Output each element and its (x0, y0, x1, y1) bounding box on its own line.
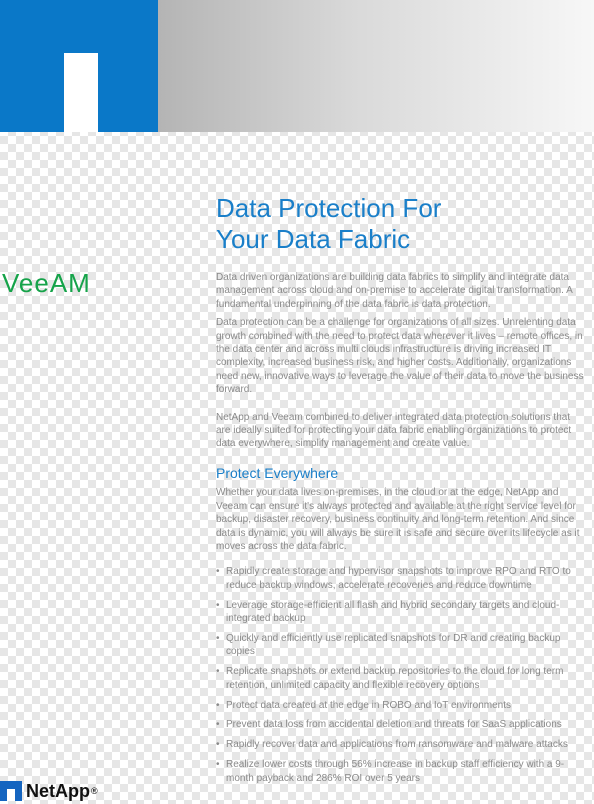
title-line-1: Data Protection For (216, 193, 442, 223)
bullet-icon: • (216, 699, 220, 711)
list-item (216, 738, 586, 751)
list-item (216, 665, 586, 692)
bullet-icon: • (216, 566, 220, 578)
bullet-icon: • (216, 599, 220, 611)
veeam-logo: VeeAM (2, 268, 91, 298)
registered-mark: ® (91, 786, 98, 796)
bullet-icon: • (216, 719, 220, 731)
bullet-icon: • (216, 632, 220, 644)
logo-notch (64, 53, 98, 132)
list-item (216, 699, 586, 712)
list-item (216, 632, 586, 659)
list-item (216, 599, 586, 626)
bullet-icon: • (216, 759, 220, 771)
bullet-text: Rapidly recover data and applications from ransomware and malware attacks (226, 739, 568, 751)
list-item (216, 718, 586, 731)
bullet-text: Quickly and efficiently use replicated snapshots for DR and creating backup copies (226, 632, 561, 658)
bullet-list (216, 565, 586, 785)
bullet-text: Replicate snapshots or extend backup repositories to the cloud for long term retention, unlimited capacity and flexible recovery options (226, 666, 564, 691)
list-item (216, 565, 586, 592)
section-body: Whether your data lives on-premises, in the cloud or at the edge, NetApp and Veeam can ensure it's always protected and available at the right service level for backup, disaster recovery, business continuity and long-term retention. And since data is dynamic, you will always be sure it is safe and secure over its lifecycle as it moves across the data fabric. (216, 487, 580, 552)
bullet-icon: • (216, 666, 220, 678)
section-heading: Protect Everywhere (216, 464, 339, 481)
bullet-icon: • (216, 739, 220, 751)
intro-paragraph-2: Data protection can be a challenge for organizations of all sizes. Unrelenting data growth combined with the need to protect data wherever it lives – remote offices, in the data center and across multi clouds infrastructure is driving increased IT complexity, increased business risk, and higher costs. Additionally, organizations need new, innovative ways to leverage the value of their data to move the business forward. (216, 317, 584, 396)
list-item (216, 758, 586, 785)
page-title (216, 193, 576, 255)
bullet-text: Rapidly create storage and hypervisor snapshots to improve RPO and RTO to reduce backup windows, accelerate recoveries and reduce downtime (226, 566, 571, 591)
intro-paragraph-3: NetApp and Veeam combined to deliver integrated data protection solutions that are ideally suited for protecting your data fabric enabling organizations to protect data everywhere, simplify management and create value. (216, 411, 572, 450)
bullet-text: Protect data created at the edge in ROBO and IoT environments (226, 699, 511, 711)
title-line-2: Your Data Fabric (216, 224, 411, 254)
bullet-text: Leverage storage-efficient all flash and hybrid secondary targets and cloud-integrated backup (226, 599, 560, 625)
netapp-footer-logo (0, 779, 98, 803)
netapp-logo-icon (0, 781, 22, 801)
bullet-text: Prevent data loss from accidental deletion and threats for SaaS applications (226, 719, 562, 731)
netapp-logo-mark-large (0, 0, 158, 132)
header-gradient-band (158, 0, 594, 132)
netapp-wordmark: NetApp (26, 780, 90, 801)
bullet-text: Realize lower costs through 56% increase in backup staff efficiency with a 9-month payback and 286% ROI over 5 years (226, 759, 565, 784)
body-content (216, 271, 586, 792)
intro-paragraph-1: Data driven organizations are building data fabrics to simplify and integrate data management across cloud and on-premise to accelerate digital transformation. A fundamental underpinning of the data fabric is data protection. (216, 272, 573, 310)
